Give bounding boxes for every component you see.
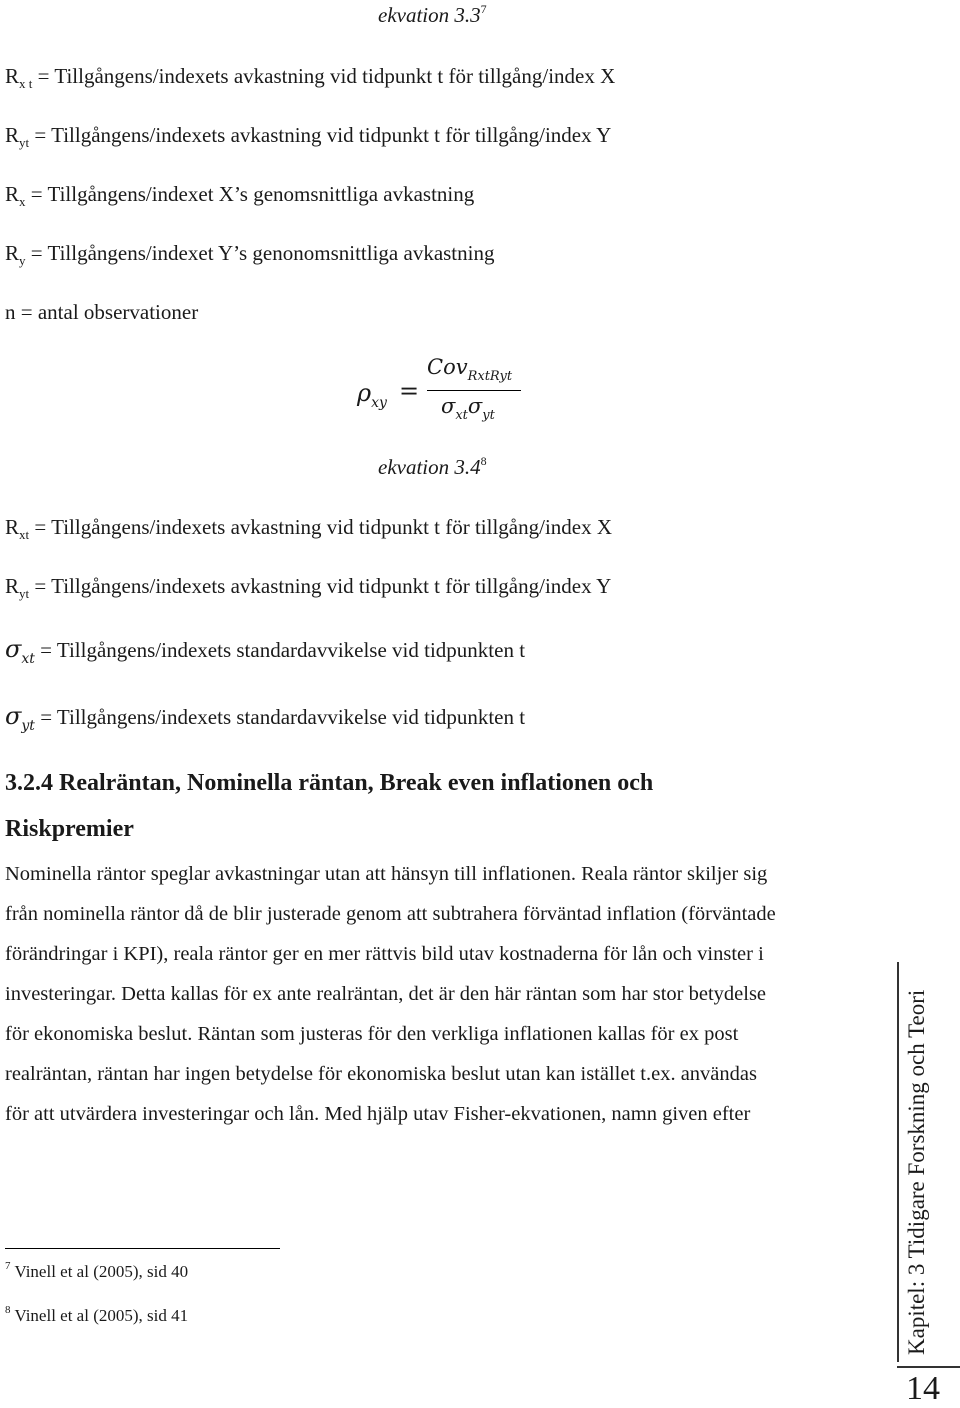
section-heading-line-2: Riskpremier bbox=[5, 816, 134, 842]
definition-sigma-xt: $\sigma_{xt}$ = Tillgångens/indexets standardavvikelse vid tidpunkten t bbox=[5, 635, 526, 667]
definition-n: n = antal observationer bbox=[5, 300, 199, 324]
definition-ry-mean: $R_y$ = Tillgångens/indexet Y’s genonomsnittliga avkastning bbox=[5, 241, 495, 268]
footnote-ref-8: 8 bbox=[480, 454, 487, 468]
definition-rxt: $R_{x t}$ = Tillgångens/indexets avkastning vid tidpunkt t för tillgång/index X bbox=[5, 64, 616, 91]
formula-denominator: $\sigma_{xt}\sigma_{yt}$ bbox=[441, 394, 495, 423]
footnote-ref-7: 7 bbox=[480, 2, 487, 16]
section-heading-line-1: 3.2.4 Realräntan, Nominella räntan, Break even inflationen och bbox=[5, 770, 654, 796]
equation-label-3-4: ekvation $3.4^8$ bbox=[378, 454, 487, 479]
body-line: Nominella räntor speglar avkastningar utan att hänsyn till inflationen. Reala räntor skiljer sig bbox=[5, 863, 768, 885]
footnote-8: $^8$ Vinell et al (2005), sid 41 bbox=[5, 1304, 189, 1325]
definition-sigma-yt: $\sigma_{yt}$ = Tillgångens/indexets standardavvikelse vid tidpunkten t bbox=[5, 702, 526, 734]
body-line: investeringar. Detta kallas för ex ante realräntan, det är den här räntan som har stor betydelse bbox=[5, 983, 767, 1005]
fraction-bar bbox=[427, 390, 521, 391]
body-line: realräntan, räntan har ingen betydelse för ekonomiska beslut utan kan istället t.ex. användas bbox=[5, 1063, 757, 1085]
formula-equals: = bbox=[399, 377, 420, 405]
formula-numerator: Cov$_{RxtRyt}$ bbox=[427, 355, 513, 384]
body-line: för ekonomiska beslut. Räntan som justeras för den verkliga inflationen kallas för ex post bbox=[5, 1023, 739, 1045]
body-paragraph bbox=[5, 854, 776, 1134]
chapter-sidebar-label: Kapitel: 3 Tidigare Forskning och Teori bbox=[904, 989, 929, 1355]
equation-label-3-3: ekvation $3.3^7$ bbox=[378, 2, 487, 27]
formula-lhs: $\rho_{xy}$ bbox=[357, 379, 387, 411]
footnote-separator bbox=[5, 1248, 280, 1249]
definition-ryt: $R_{yt}$ = Tillgångens/indexets avkastning vid tidpunkt t för tillgång/index Y bbox=[5, 123, 612, 150]
definition-rxt-2: $R_{xt}$ = Tillgångens/indexets avkastning vid tidpunkt t för tillgång/index X bbox=[5, 515, 613, 542]
body-line: från nominella räntor då de blir justerade genom att subtrahera förväntad inflation (förväntade bbox=[5, 903, 776, 925]
definition-rx-mean: $R_x$ = Tillgångens/indexet X’s genomsnittliga avkastning bbox=[5, 182, 475, 209]
correlation-formula bbox=[355, 355, 535, 425]
page-number-rule bbox=[897, 1366, 960, 1368]
sidebar-divider bbox=[897, 962, 899, 1362]
page-number: 14 bbox=[906, 1370, 940, 1407]
body-line: förändringar i KPI), reala räntor ger en mer rättvis bild utav kostnaderna för lån och vinster i bbox=[5, 943, 764, 965]
body-line: för att utvärdera investeringar och lån. Med hjälp utav Fisher-ekvationen, namn given efter bbox=[5, 1103, 751, 1125]
footnote-7: $^7$ Vinell et al (2005), sid 40 bbox=[5, 1260, 189, 1281]
definition-ryt-2: $R_{yt}$ = Tillgångens/indexets avkastning vid tidpunkt t för tillgång/index Y bbox=[5, 574, 612, 601]
